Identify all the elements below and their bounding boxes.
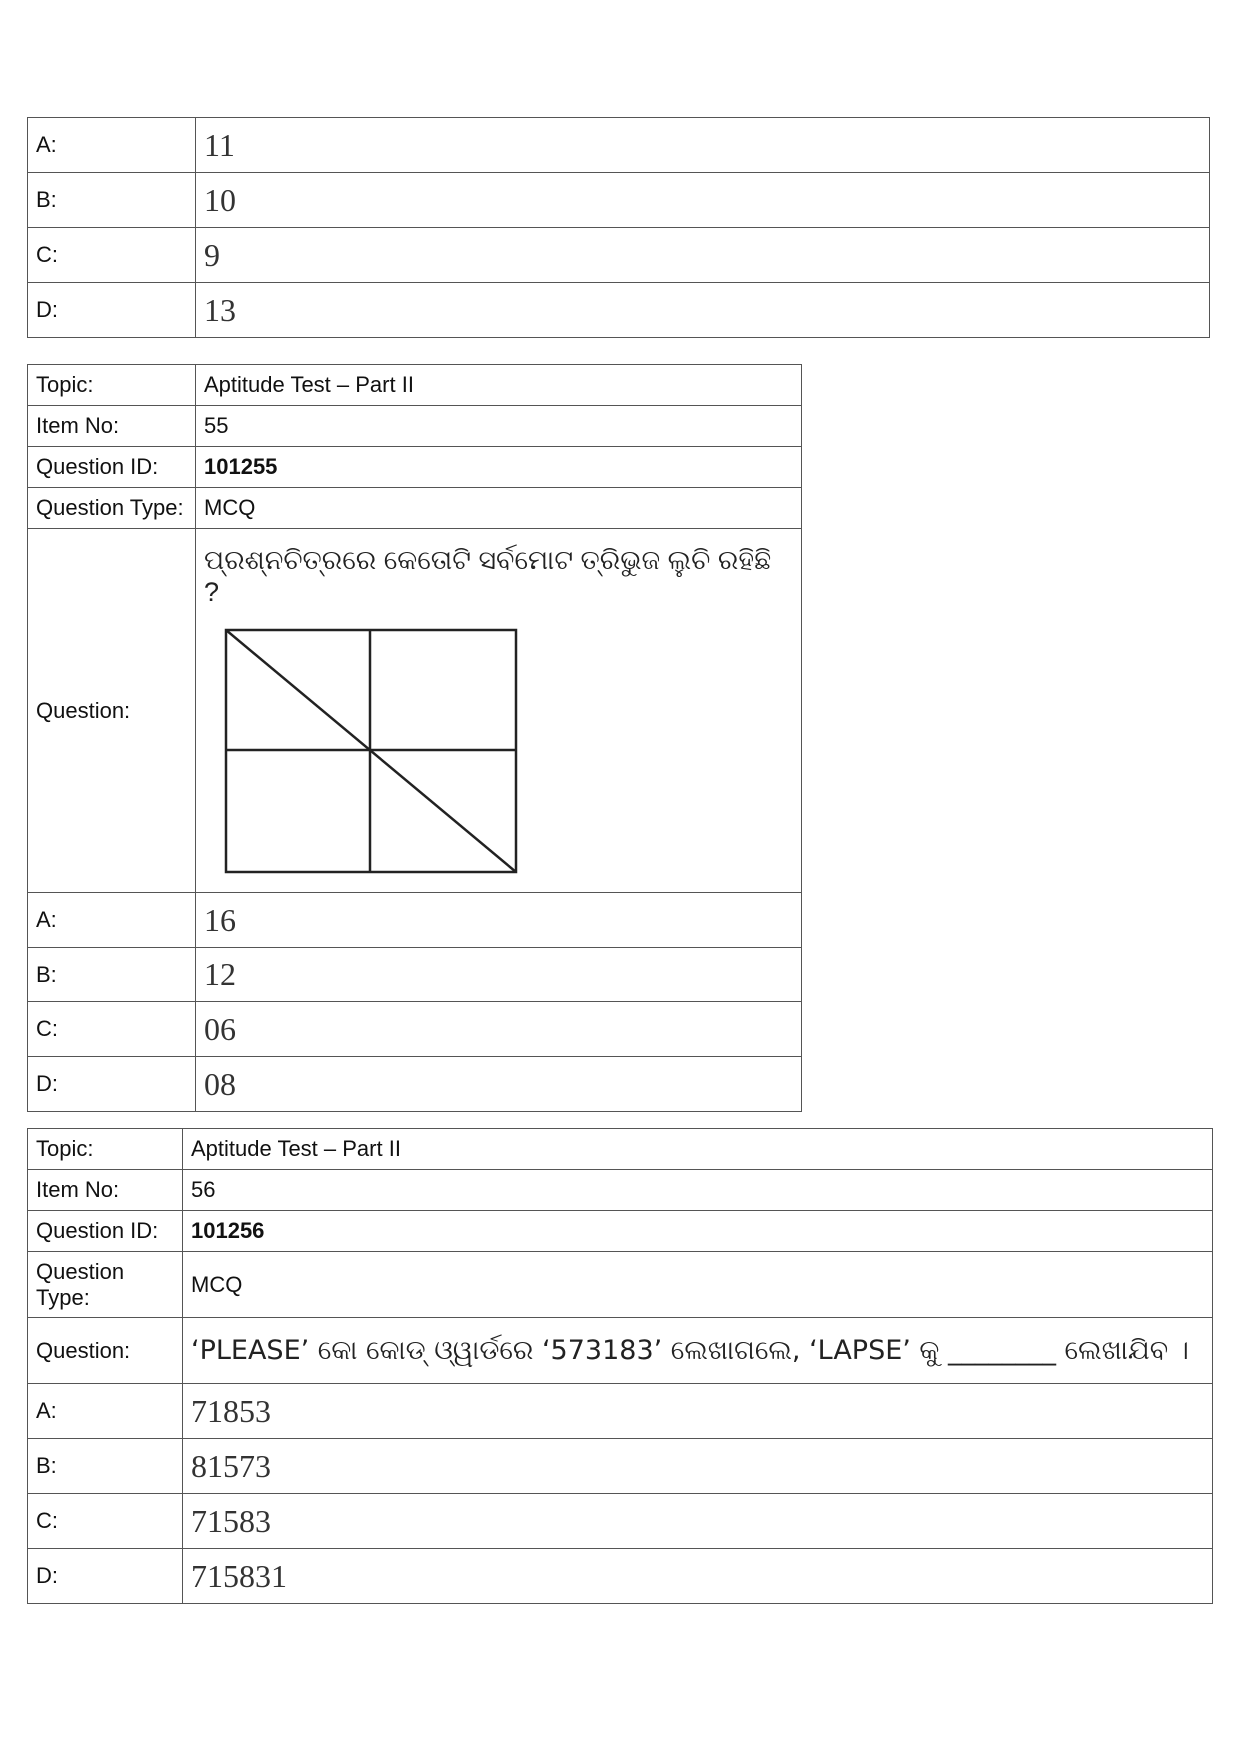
question-type-label: Question Type: xyxy=(28,488,196,529)
option-label: A: xyxy=(28,1384,183,1439)
question-content xyxy=(196,529,802,893)
item-no-value: 56 xyxy=(183,1170,1213,1211)
item-no-value: 55 xyxy=(196,406,802,447)
option-value: 08 xyxy=(196,1057,802,1112)
question-type-value: MCQ xyxy=(183,1252,1213,1318)
topic-label: Topic: xyxy=(28,1129,183,1170)
triangle-figure xyxy=(224,628,524,878)
option-value: 12 xyxy=(196,948,802,1002)
option-row-b xyxy=(28,173,1210,228)
option-value: 9 xyxy=(196,228,1210,283)
question-id-value: 101256 xyxy=(183,1211,1213,1252)
question-text: ପ୍ରଶ୍ନଚିତ୍ରରେ କେତୋଟି ସର୍ବମୋଟ ତ୍ରିଭୁଜ ଲୁଚି ରହିଛି ? xyxy=(204,545,772,607)
option-value: 11 xyxy=(196,118,1210,173)
item-no-row xyxy=(28,406,802,447)
option-label: A: xyxy=(28,118,196,173)
question-text: ‘PLEASE’ କୋ କୋଡ୍ ଓ୍ୱାର୍ଡରେ ‘573183’ ଲେଖାଗଲେ, ‘LAPSE’ କୁ ________ ଲେଖାଯିବ । xyxy=(183,1318,1213,1384)
question-56-table xyxy=(27,1128,1213,1604)
question-type-row xyxy=(28,1252,1213,1318)
question-row xyxy=(28,529,802,893)
option-label: D: xyxy=(28,1057,196,1112)
prev-question-options-table xyxy=(27,117,1210,338)
option-value: 715831 xyxy=(183,1549,1213,1604)
topic-value: Aptitude Test – Part II xyxy=(196,365,802,406)
question-55-table xyxy=(27,364,802,1112)
question-type-row xyxy=(28,488,802,529)
option-label: B: xyxy=(28,1439,183,1494)
option-value: 10 xyxy=(196,173,1210,228)
topic-row xyxy=(28,365,802,406)
option-label: C: xyxy=(28,1494,183,1549)
topic-value: Aptitude Test – Part II xyxy=(183,1129,1213,1170)
topic-label: Topic: xyxy=(28,365,196,406)
option-row-b xyxy=(28,948,802,1002)
question-type-label xyxy=(28,1252,183,1318)
option-label: A: xyxy=(28,893,196,948)
option-label: C: xyxy=(28,228,196,283)
option-label: B: xyxy=(28,948,196,1002)
question-type-value: MCQ xyxy=(196,488,802,529)
option-value: 81573 xyxy=(183,1439,1213,1494)
question-label: Question: xyxy=(28,529,196,893)
option-row-d xyxy=(28,1057,802,1112)
option-value: 13 xyxy=(196,283,1210,338)
option-label: D: xyxy=(28,283,196,338)
question-type-label-text: Question Type: xyxy=(36,1258,125,1310)
option-row-b xyxy=(28,1439,1213,1494)
item-no-label: Item No: xyxy=(28,1170,183,1211)
topic-row xyxy=(28,1129,1213,1170)
option-row-a xyxy=(28,1384,1213,1439)
option-label: D: xyxy=(28,1549,183,1604)
option-row-a xyxy=(28,118,1210,173)
option-value: 16 xyxy=(196,893,802,948)
option-row-d xyxy=(28,1549,1213,1604)
option-row-c xyxy=(28,1494,1213,1549)
question-row xyxy=(28,1318,1213,1384)
option-row-c xyxy=(28,1002,802,1057)
question-id-row xyxy=(28,1211,1213,1252)
question-id-value: 101255 xyxy=(196,447,802,488)
question-id-row xyxy=(28,447,802,488)
option-row-d xyxy=(28,283,1210,338)
option-row-a xyxy=(28,893,802,948)
question-id-label: Question ID: xyxy=(28,447,196,488)
question-id-label: Question ID: xyxy=(28,1211,183,1252)
item-no-label: Item No: xyxy=(28,406,196,447)
option-row-c xyxy=(28,228,1210,283)
option-value: 06 xyxy=(196,1002,802,1057)
item-no-row xyxy=(28,1170,1213,1211)
option-label: B: xyxy=(28,173,196,228)
option-label: C: xyxy=(28,1002,196,1057)
option-value: 71853 xyxy=(183,1384,1213,1439)
option-value: 71583 xyxy=(183,1494,1213,1549)
question-label: Question: xyxy=(28,1318,183,1384)
